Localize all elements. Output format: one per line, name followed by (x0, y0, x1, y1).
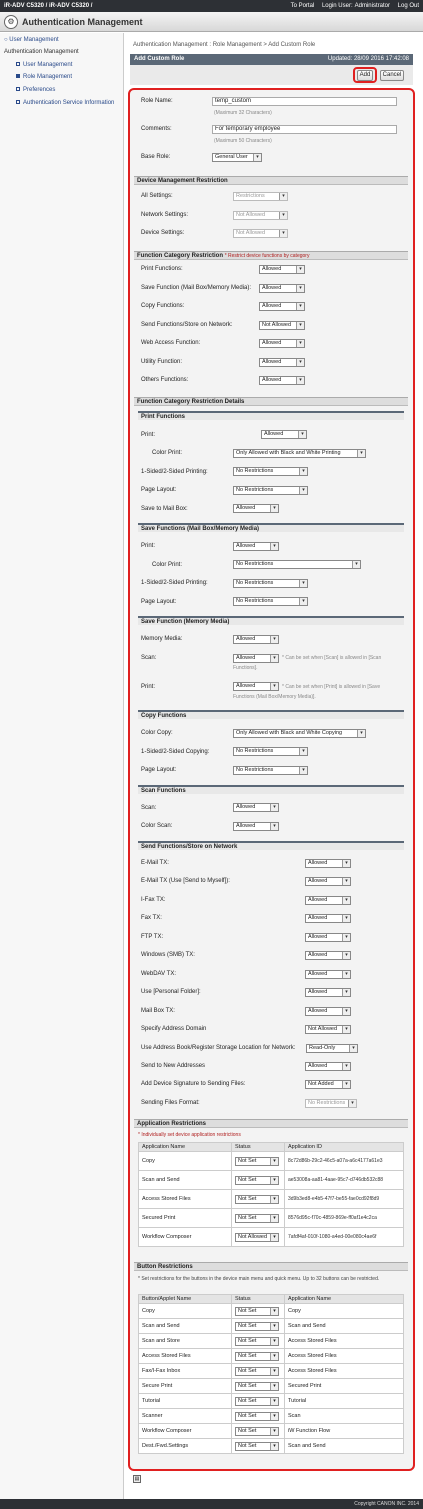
select-value: Not Set (238, 1352, 257, 1359)
chevron-down-icon: ▾ (270, 1428, 278, 1435)
chevron-down-icon: ▾ (342, 1008, 350, 1015)
bullet-icon (16, 87, 20, 91)
button-app-name: iW Function Flow (285, 1424, 404, 1439)
chevron-down-icon: ▾ (279, 212, 287, 219)
chevron-down-icon: ▾ (270, 1353, 278, 1360)
sidebar-user-management[interactable]: ○ User Management (4, 37, 59, 43)
app-name: Scan and Send (139, 1171, 232, 1190)
memory-scan-label: Scan: (141, 655, 157, 661)
chevron-down-icon: ▾ (270, 1398, 278, 1405)
role-name-input[interactable]: temp_custom (212, 97, 397, 106)
select-value: Not Set (238, 1157, 257, 1164)
select-value: Not Set (238, 1214, 257, 1221)
send-row-label: Fax TX: (141, 915, 162, 921)
copy-layout-label: Page Layout: (141, 767, 177, 773)
select-value: Allowed (262, 359, 282, 365)
send-row-label: Specify Address Domain (141, 1026, 207, 1032)
select-value: Allowed (308, 934, 328, 940)
select-value: Allowed (262, 285, 282, 291)
select-value: Allowed (236, 804, 256, 810)
save-color-label: Color Print: (152, 562, 183, 568)
subsection-scan-functions: Scan Functions (138, 785, 404, 794)
sidebar-item-label: User Management (23, 62, 73, 68)
chevron-down-icon: ▾ (296, 340, 304, 347)
sidebar-item-auth-service-info[interactable] (16, 100, 114, 106)
chevron-down-icon: ▾ (270, 1308, 278, 1315)
updated-timestamp: Updated: 28/09 2016 17:42:08 (327, 56, 409, 62)
chevron-down-icon: ▾ (270, 1413, 278, 1420)
save-mailbox-label: Save to Mail Box: (141, 506, 188, 512)
base-role-value: General User (215, 154, 248, 160)
select-value: No Restrictions (236, 580, 274, 586)
to-portal-link[interactable]: To Portal (290, 3, 315, 9)
highlight-frame (128, 88, 415, 1471)
login-user-label: Login User: (321, 3, 353, 9)
app-name: Workflow Composer (139, 1228, 232, 1247)
button-name: Dest./Fwd.Settings (139, 1439, 232, 1454)
select-value: Not Set (238, 1195, 257, 1202)
sidebar-item-label: Authentication Service Information (23, 100, 115, 106)
comments-note: (Maximum 50 Characters) (214, 138, 272, 144)
subsection-copy-functions: Copy Functions (138, 710, 404, 719)
app-name: Secured Print (139, 1209, 232, 1228)
select-value: Not Set (238, 1176, 257, 1183)
chevron-down-icon: ▾ (270, 1215, 278, 1222)
section-button-restrictions: Button Restrictions (134, 1262, 408, 1271)
column-header: Application ID (285, 1143, 404, 1152)
print-page-icon[interactable]: ▤ (134, 1476, 140, 1482)
memory-scan-note-2: Functions]. (233, 665, 258, 671)
send-row-label: Use [Personal Folder]: (141, 989, 201, 995)
auth-logo-icon: ⚙ (4, 15, 18, 29)
chevron-down-icon: ▾ (270, 1177, 278, 1184)
chevron-down-icon: ▾ (270, 505, 278, 512)
fcr-label: Print Functions: (141, 266, 183, 272)
sidebar-item-role-management[interactable] (16, 74, 72, 80)
section-subtitle: * Restrict device functions by category (224, 253, 310, 259)
sidebar-label: User Management (9, 37, 59, 43)
section-device-management: Device Management Restriction (134, 176, 408, 185)
section-application-restrictions: Application Restrictions (134, 1119, 408, 1128)
scan-label: Scan: (141, 805, 157, 811)
chevron-down-icon: ▾ (296, 266, 304, 273)
select-value: Only Allowed with Black and White Printing (236, 450, 341, 456)
send-row-label: Use Address Book/Register Storage Location for Network: (141, 1045, 296, 1051)
fcr-label: Web Access Function: (141, 340, 201, 346)
select-value: Allowed (236, 543, 256, 549)
dmr-label: Device Settings: (141, 230, 185, 236)
color-print-label: Color Print: (152, 450, 183, 456)
copyright: Copyright CANON INC. 2014 (0, 1499, 423, 1509)
sided-copying-label: 1-Sided/2-Sided Copying: (141, 749, 210, 755)
send-row-label: Send to New Addresses (141, 1063, 206, 1069)
select-value: Not Set (238, 1427, 257, 1434)
save-layout-label: Page Layout: (141, 599, 177, 605)
top-bar (0, 0, 423, 12)
select-value: Not Set (238, 1382, 257, 1389)
logout-link[interactable]: Log Out (397, 3, 419, 9)
button-app-name: Secured Print (285, 1379, 404, 1394)
chevron-down-icon: ▾ (342, 971, 350, 978)
chevron-down-icon: ▾ (279, 230, 287, 237)
select-value: Allowed (308, 971, 328, 977)
chevron-down-icon: ▾ (296, 359, 304, 366)
button-app-name: Access Stored Files (285, 1349, 404, 1364)
chevron-down-icon: ▾ (357, 450, 365, 457)
chevron-down-icon: ▾ (299, 748, 307, 755)
chevron-down-icon: ▾ (299, 767, 307, 774)
button-app-name: Scan and Send (285, 1319, 404, 1334)
chevron-down-icon: ▾ (342, 934, 350, 941)
app-name: Access Stored Files (139, 1190, 232, 1209)
send-row-label: WebDAV TX: (141, 971, 177, 977)
fcr-label: Copy Functions: (141, 303, 185, 309)
chevron-down-icon: ▾ (270, 683, 278, 690)
chevron-down-icon: ▾ (270, 1234, 278, 1241)
fcr-label: Others Functions: (141, 377, 189, 383)
select-value: Allowed (262, 340, 282, 346)
chevron-down-icon: ▾ (299, 580, 307, 587)
select-value: Not Added (308, 1081, 334, 1087)
button-name: Fax/I-Fax Inbox (139, 1364, 232, 1379)
color-scan-label: Color Scan: (141, 823, 173, 829)
button-app-name: Access Stored Files (285, 1334, 404, 1349)
buttons-note: * Set restrictions for the buttons in the device main menu and quick menu. Up to 32 buttons can be restricted. (138, 1276, 380, 1282)
chevron-down-icon: ▾ (279, 193, 287, 200)
column-header: Button/Applet Name (139, 1295, 232, 1304)
select-value: Allowed (308, 897, 328, 903)
select-value: Allowed (262, 266, 282, 272)
chevron-down-icon: ▾ (342, 878, 350, 885)
button-app-name: Scan and Send (285, 1439, 404, 1454)
comments-input[interactable]: For temporary employee (212, 125, 397, 134)
apps-note: * Individually set device application restrictions (138, 1132, 241, 1138)
subsection-memory-media: Save Function (Memory Media) (138, 616, 404, 625)
button-app-name: Tutorial (285, 1394, 404, 1409)
button-name: Secure Print (139, 1379, 232, 1394)
select-value: Allowed (308, 1008, 328, 1014)
panel-header (130, 54, 413, 65)
save-sided-label: 1-Sided/2-Sided Printing: (141, 580, 208, 586)
app-id: 8576d95c-f70c-4859-869e-ff0af1e4c2ca (285, 1209, 404, 1228)
select-value: Not Allowed (262, 322, 292, 328)
chevron-down-icon: ▾ (270, 1196, 278, 1203)
chevron-down-icon: ▾ (349, 1045, 357, 1052)
chevron-down-icon: ▾ (342, 860, 350, 867)
section-title: Function Category Restriction (137, 253, 224, 259)
select-value: Allowed (236, 505, 256, 511)
send-row-label: Windows (SMB) TX: (141, 952, 195, 958)
select-value: Allowed (308, 952, 328, 958)
app-id: 3d9b3ed8-e4b5-47f7-be55-fae0cd92f8d9 (285, 1190, 404, 1209)
chevron-down-icon: ▾ (270, 823, 278, 830)
chevron-down-icon: ▾ (342, 1026, 350, 1033)
print-label: Print: (141, 432, 156, 438)
select-value: Allowed (308, 878, 328, 884)
chevron-down-icon: ▾ (270, 1368, 278, 1375)
chevron-down-icon: ▾ (270, 1443, 278, 1450)
chevron-down-icon: ▾ (296, 303, 304, 310)
sidebar-item-user-management[interactable] (16, 62, 72, 68)
save-print-label: Print: (141, 543, 156, 549)
memory-print-note-2: Functions (Mail Box/Memory Media)]. (233, 694, 316, 700)
send-row-label: Mail Box TX: (141, 1008, 175, 1014)
role-name-label: Role Name: (141, 98, 173, 104)
select-value: Allowed (308, 989, 328, 995)
select-value: Read-Only (309, 1045, 336, 1051)
app-id: 8c72d86b-29c2-46c5-a07a-a6c4177a61e3 (285, 1152, 404, 1171)
sidebar-item-label: Role Management (23, 74, 73, 80)
chevron-down-icon: ▾ (342, 897, 350, 904)
select-value: No Restrictions (236, 767, 274, 773)
button-row (130, 65, 413, 85)
chevron-down-icon: ▾ (357, 730, 365, 737)
chevron-down-icon: ▾ (270, 1158, 278, 1165)
fcr-label: Utility Function: (141, 359, 183, 365)
chevron-down-icon: ▾ (270, 1323, 278, 1330)
page-layout-label: Page Layout: (141, 487, 177, 493)
chevron-down-icon: ▾ (298, 431, 306, 438)
button-name: Scan and Send (139, 1319, 232, 1334)
sidebar-auth-management: Authentication Management (4, 49, 79, 55)
chevron-down-icon: ▾ (296, 377, 304, 384)
dmr-label: All Settings: (141, 193, 173, 199)
send-row-label: Sending Files Format: (141, 1100, 200, 1106)
button-name: Workflow Composer (139, 1424, 232, 1439)
select-value: Allowed (264, 431, 284, 437)
bullet-icon (16, 100, 20, 104)
select-value: Not Set (238, 1397, 257, 1404)
select-value: Not Set (238, 1337, 257, 1344)
button-app-name: Access Stored Files (285, 1364, 404, 1379)
subsection-save-functions: Save Functions (Mail Box/Memory Media) (138, 523, 404, 532)
send-row-label: Add Device Signature to Sending Files: (141, 1081, 246, 1087)
chevron-down-icon: ▾ (352, 561, 360, 568)
column-header: Application Name (285, 1295, 404, 1304)
app-name: Copy (139, 1152, 232, 1171)
select-value: No Restrictions (236, 561, 274, 567)
select-value: Allowed (262, 303, 282, 309)
chevron-down-icon: ▾ (270, 1338, 278, 1345)
section-category-details: Function Category Restriction Details (134, 397, 408, 406)
button-name: Access Stored Files (139, 1349, 232, 1364)
select-value: Allowed (236, 823, 256, 829)
memory-scan-note: * Can be set when [Scan] is allowed in [Scan (282, 655, 382, 661)
chevron-down-icon: ▾ (253, 154, 261, 161)
chevron-down-icon: ▾ (342, 915, 350, 922)
sidebar-item-preferences[interactable] (16, 87, 55, 93)
sided-printing-label: 1-Sided/2-Sided Printing: (141, 469, 208, 475)
chevron-down-icon: ▾ (270, 636, 278, 643)
dmr-label: Network Settings: (141, 212, 189, 218)
chevron-down-icon: ▾ (342, 989, 350, 996)
chevron-down-icon: ▾ (270, 655, 278, 662)
app-id: ae53008a-aa81-4aae-95c7-d746db532c88 (285, 1171, 404, 1190)
sidebar (0, 33, 124, 1499)
fcr-label: Save Function (Mail Box/Memory Media): (141, 285, 252, 291)
select-value: Not Set (238, 1442, 257, 1449)
memory-print-note: * Can be set when [Print] is allowed in [Save (282, 684, 381, 690)
memory-print-label: Print: (141, 684, 156, 690)
chevron-down-icon: ▾ (348, 1100, 356, 1107)
cancel-button[interactable]: Cancel (380, 70, 404, 81)
column-header: Application Name (139, 1143, 232, 1152)
chevron-down-icon: ▾ (296, 285, 304, 292)
chevron-down-icon: ▾ (299, 487, 307, 494)
base-role-label: Base Role: (141, 154, 171, 160)
chevron-down-icon: ▾ (342, 1063, 350, 1070)
button-name: Scanner (139, 1409, 232, 1424)
chevron-down-icon: ▾ (270, 1383, 278, 1390)
select-value: Allowed (308, 860, 328, 866)
send-row-label: E-Mail TX: (141, 860, 169, 866)
select-value: Not Allowed (236, 212, 266, 218)
chevron-down-icon: ▾ (299, 468, 307, 475)
title-bar (0, 12, 423, 32)
select-value: Not Allowed (236, 230, 266, 236)
chevron-down-icon: ▾ (342, 1081, 350, 1088)
chevron-down-icon: ▾ (270, 543, 278, 550)
select-value: Not Set (238, 1367, 257, 1374)
chevron-down-icon: ▾ (299, 598, 307, 605)
select-value: Only Allowed with Black and White Copying (236, 730, 343, 736)
app-id: 7afdf4af-010f-1080-a4ed-00e080c4ae6f (285, 1228, 404, 1247)
chevron-down-icon: ▾ (342, 952, 350, 959)
chevron-down-icon: ▾ (296, 322, 304, 329)
select-value: Not Set (238, 1412, 257, 1419)
select-value: Allowed (308, 1063, 328, 1069)
button-app-name: Copy (285, 1304, 404, 1319)
send-row-label: FTP TX: (141, 934, 164, 940)
select-value: Allowed (236, 636, 256, 642)
select-value: Not Set (238, 1307, 257, 1314)
comments-label: Comments: (141, 126, 172, 132)
column-header: Status (232, 1295, 285, 1304)
subsection-print-functions: Print Functions (138, 411, 404, 420)
memory-media-label: Memory Media: (141, 636, 183, 642)
send-row-label: E-Mail TX (Use [Send to Myself]): (141, 878, 230, 884)
add-button[interactable]: Add (357, 70, 373, 81)
sidebar-item-label: Preferences (23, 87, 56, 93)
select-value: No Restrictions (236, 468, 274, 474)
bullet-icon (16, 62, 20, 66)
subsection-send-functions: Send Functions/Store on Network (138, 841, 404, 850)
select-value: Allowed (236, 683, 256, 689)
select-value: Allowed (262, 377, 282, 383)
select-value: Allowed (308, 915, 328, 921)
button-app-name: Scan (285, 1409, 404, 1424)
select-value: Not Allowed (308, 1026, 338, 1032)
select-value: Not Allowed (238, 1233, 268, 1240)
button-name: Tutorial (139, 1394, 232, 1409)
select-value: No Restrictions (308, 1100, 346, 1106)
fcr-label: Send Functions/Store on Network: (141, 322, 233, 328)
device-name: iR-ADV C5320 / iR-ADV C5320 / (4, 3, 93, 9)
select-value: Not Set (238, 1322, 257, 1329)
bullet-icon (16, 74, 20, 78)
page-title: Authentication Management (22, 16, 143, 27)
role-name-note: (Maximum 32 Characters) (214, 110, 272, 116)
panel-title: Add Custom Role (134, 56, 185, 62)
button-name: Copy (139, 1304, 232, 1319)
select-value: No Restrictions (236, 748, 274, 754)
select-value: No Restrictions (236, 598, 274, 604)
select-value: Restrictions (236, 193, 265, 199)
column-header: Status (232, 1143, 285, 1152)
send-row-label: I-Fax TX: (141, 897, 166, 903)
select-value: No Restrictions (236, 487, 274, 493)
chevron-down-icon: ▾ (270, 804, 278, 811)
select-value: Allowed (236, 655, 256, 661)
button-name: Scan and Store (139, 1334, 232, 1349)
color-copy-label: Color Copy: (141, 730, 173, 736)
login-user-name: Administrator (354, 3, 390, 9)
breadcrumb: Authentication Management : Role Management > Add Custom Role (133, 42, 316, 48)
